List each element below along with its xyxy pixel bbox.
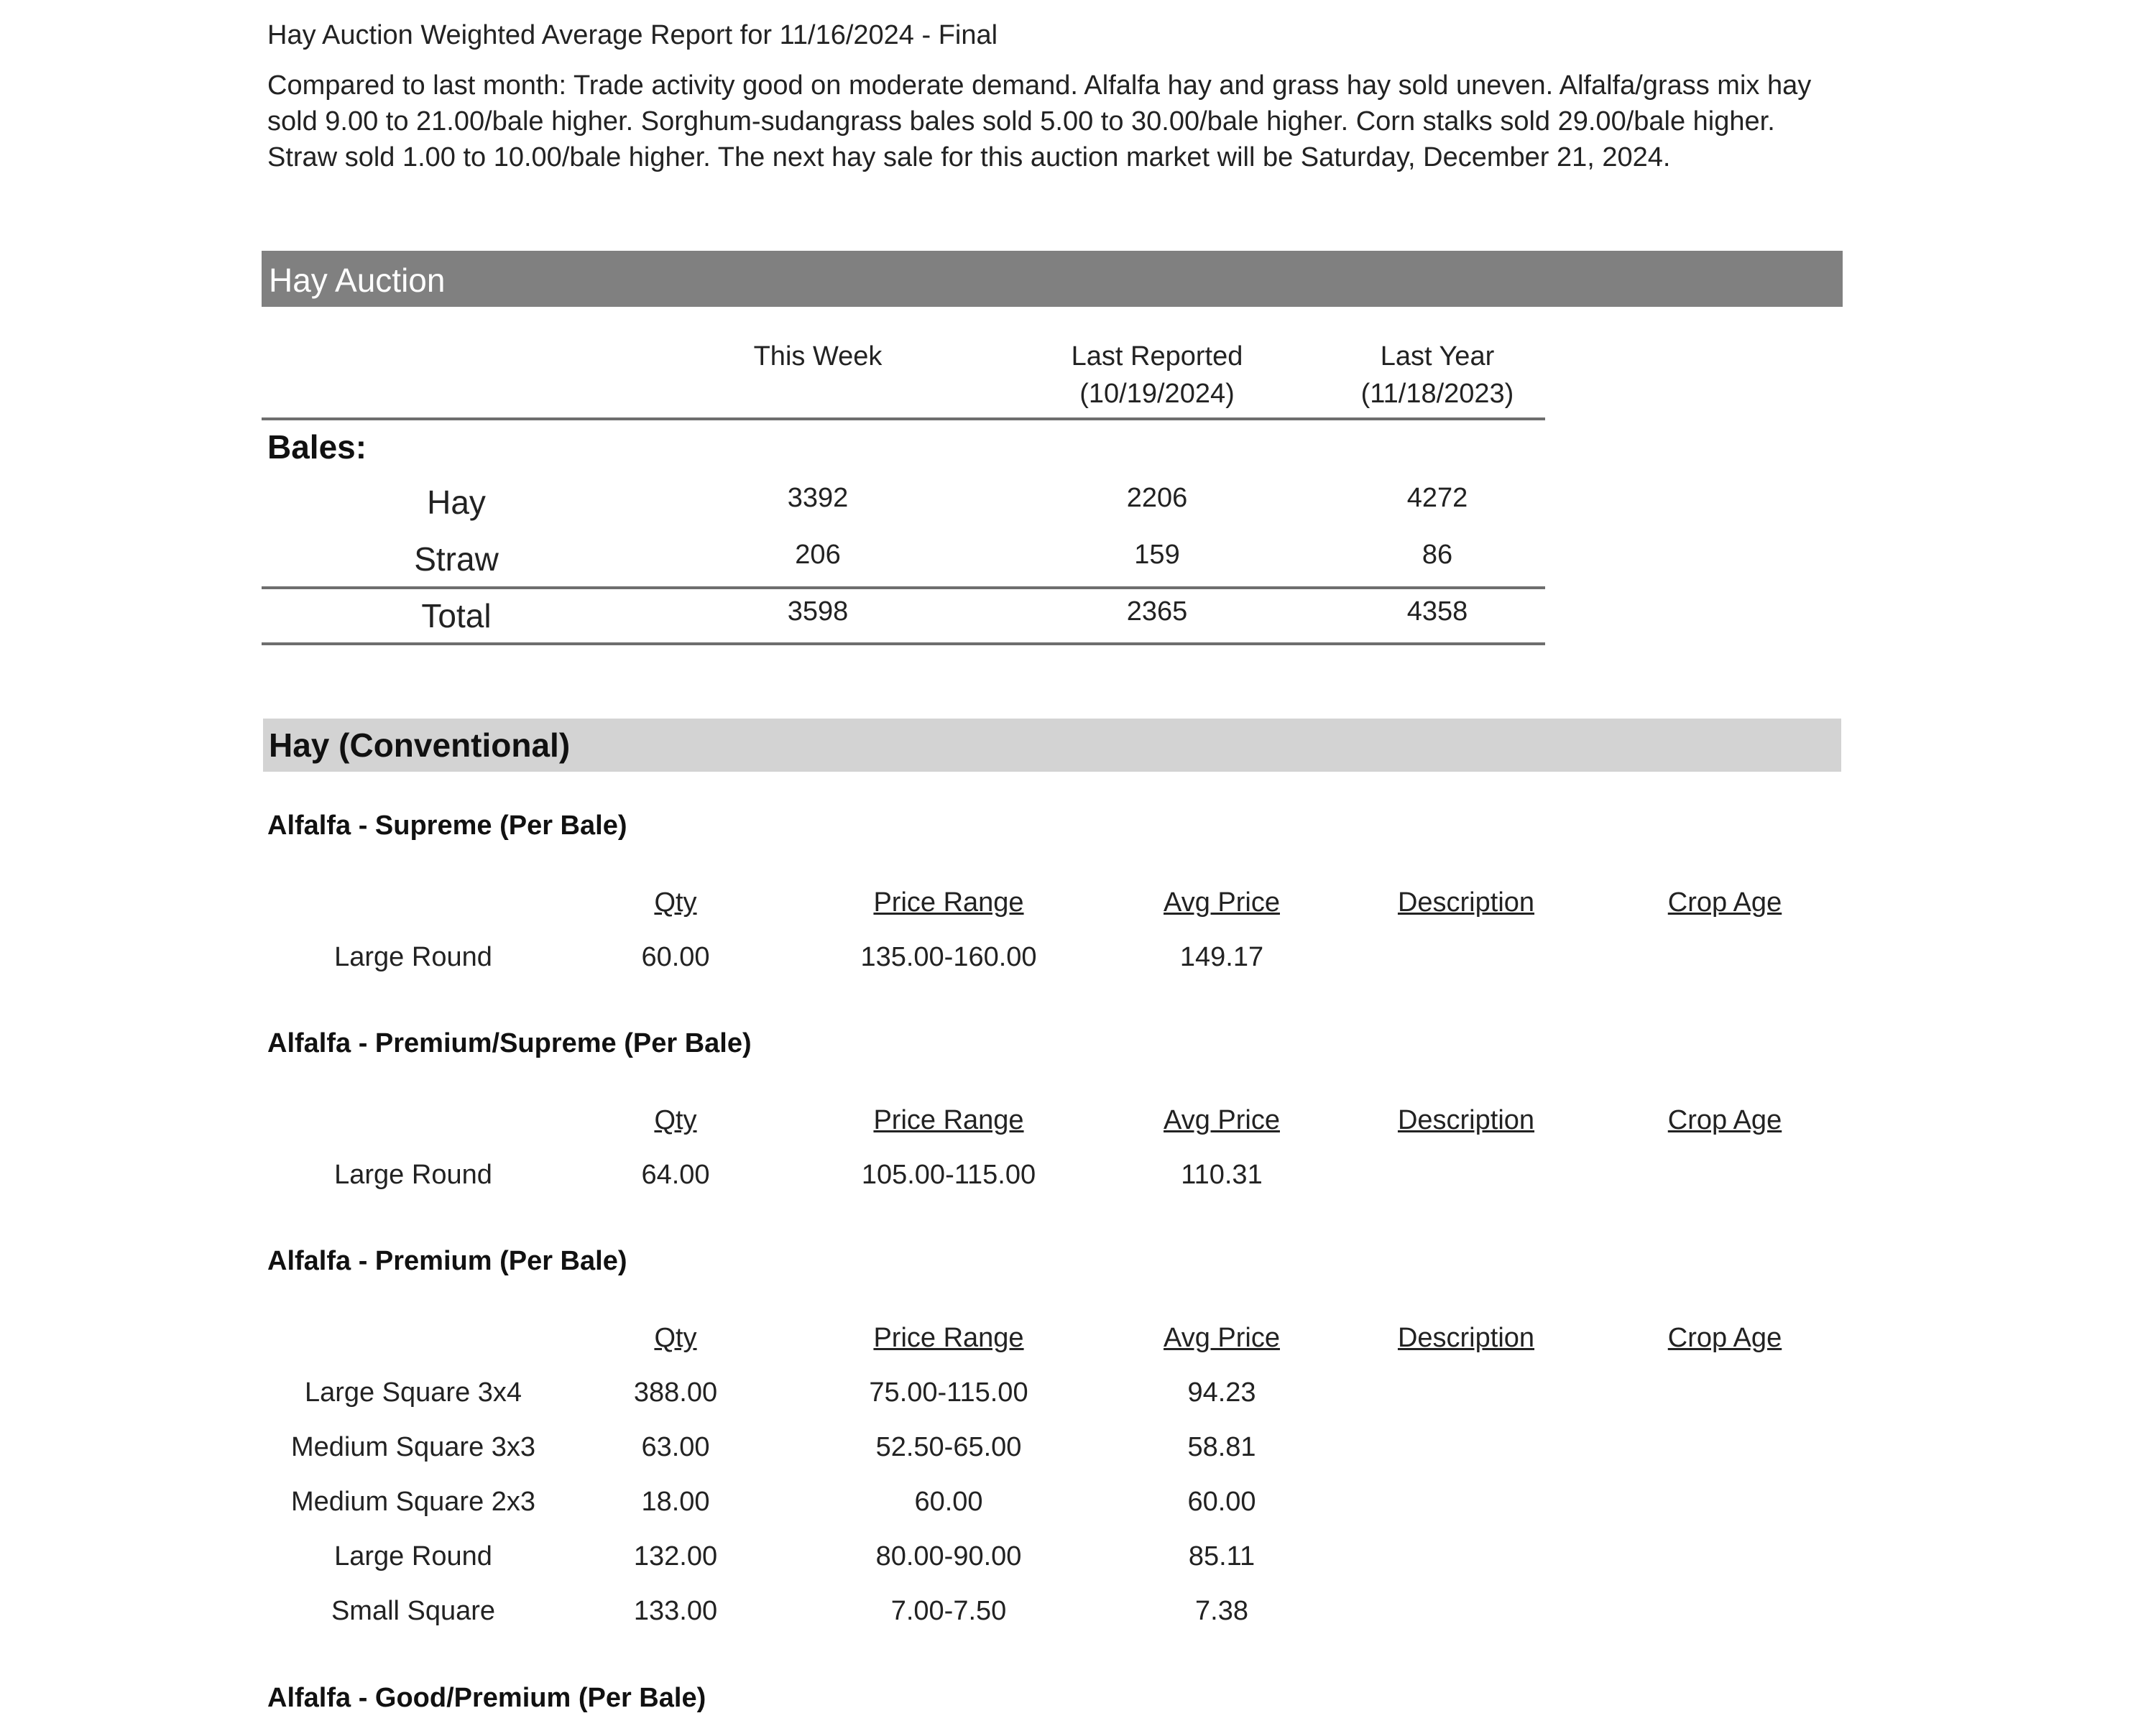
bales-row-label: Hay — [427, 484, 486, 521]
col-crop-age: Crop Age — [1667, 1323, 1782, 1353]
row-qty: 132.00 — [633, 1541, 718, 1571]
bales-hay-last-year: 4272 — [1406, 483, 1468, 513]
conventional-band-title: Hay (Conventional) — [269, 726, 571, 764]
bales-row-label: Straw — [414, 540, 499, 578]
row-avg-price: 60.00 — [1187, 1487, 1256, 1517]
conventional-band — [263, 719, 1841, 772]
col-avg-price: Avg Price — [1164, 1323, 1280, 1353]
row-price-range: 75.00-115.00 — [869, 1377, 1028, 1408]
row-bale-type: Small Square — [331, 1596, 496, 1626]
header-rule — [262, 417, 1545, 420]
row-avg-price: 94.23 — [1187, 1377, 1256, 1408]
col-qty: Qty — [654, 1105, 697, 1135]
row-qty: 64.00 — [641, 1160, 710, 1190]
col-this-week: This Week — [753, 341, 883, 371]
row-price-range: 60.00 — [914, 1487, 983, 1517]
col-price-range: Price Range — [873, 887, 1024, 918]
bales-straw-last-reported: 159 — [1134, 540, 1180, 570]
bales-total-last-year: 4358 — [1406, 596, 1468, 627]
bales-label: Bales: — [267, 428, 367, 466]
col-description: Description — [1397, 1105, 1535, 1135]
col-avg-price: Avg Price — [1164, 1105, 1280, 1135]
bales-hay-last-reported: 2206 — [1126, 483, 1188, 513]
row-avg-price: 7.38 — [1195, 1596, 1248, 1626]
col-price-range: Price Range — [873, 1105, 1024, 1135]
row-avg-price: 85.11 — [1188, 1541, 1256, 1571]
row-bale-type: Medium Square 2x3 — [290, 1487, 536, 1517]
col-last-year-line2: (11/18/2023) — [1360, 379, 1514, 409]
hay-auction-band-title: Hay Auction — [269, 262, 446, 299]
col-last-reported-line1: Last Reported — [1071, 341, 1243, 371]
total-rule — [262, 586, 1545, 589]
bales-hay-this-week: 3392 — [787, 483, 849, 513]
bales-straw-last-year: 86 — [1422, 540, 1453, 570]
row-bale-type: Medium Square 3x3 — [290, 1432, 536, 1462]
col-description: Description — [1397, 887, 1535, 918]
row-avg-price: 58.81 — [1187, 1432, 1256, 1462]
section-title: Alfalfa - Premium/Supreme (Per Bale) — [267, 1028, 752, 1058]
section-title: Alfalfa - Good/Premium (Per Bale) — [267, 1683, 706, 1713]
bales-total-this-week: 3598 — [787, 596, 849, 627]
col-description: Description — [1397, 1323, 1535, 1353]
col-qty: Qty — [654, 887, 697, 918]
col-last-year — [1322, 338, 1552, 412]
row-bale-type: Large Round — [334, 942, 492, 972]
row-price-range: 7.00-7.50 — [890, 1596, 1007, 1626]
bales-row-label: Total — [421, 597, 492, 634]
row-price-range: 105.00-115.00 — [861, 1160, 1036, 1190]
col-last-reported-line2: (10/19/2024) — [1079, 379, 1235, 409]
hay-auction-band — [262, 251, 1843, 307]
row-price-range: 80.00-90.00 — [875, 1541, 1022, 1571]
row-price-range: 135.00-160.00 — [860, 942, 1037, 972]
col-qty: Qty — [654, 1323, 697, 1353]
row-qty: 63.00 — [641, 1432, 710, 1462]
row-avg-price: 149.17 — [1179, 942, 1264, 972]
col-price-range: Price Range — [873, 1323, 1024, 1353]
market-summary: Compared to last month: Trade activity good on moderate demand. Alfalfa hay and grass hay sold uneven. Alfalfa/grass mix hay sold 9.00 to 21.00/bale higher. Sorghum-sudangrass bales sold 5.00 to 30.00/bale higher. Corn stalks sold 29.00/bale higher. Straw sold 1.00 to 10.00/bale higher. The next hay sale for this auction market will be Saturday, December 21, 2024. — [267, 70, 1812, 172]
row-price-range: 52.50-65.00 — [875, 1432, 1022, 1462]
row-bale-type: Large Square 3x4 — [304, 1377, 522, 1408]
row-qty: 18.00 — [641, 1487, 710, 1517]
bales-straw-this-week: 206 — [795, 540, 841, 570]
section-title: Alfalfa - Premium (Per Bale) — [267, 1246, 627, 1276]
row-qty: 133.00 — [633, 1596, 718, 1626]
col-last-reported — [1028, 338, 1286, 412]
col-last-year-line1: Last Year — [1380, 341, 1495, 371]
row-avg-price: 110.31 — [1181, 1160, 1263, 1190]
report-title: Hay Auction Weighted Average Report for 11/16/2024 - Final — [267, 20, 998, 50]
col-crop-age: Crop Age — [1667, 1105, 1782, 1135]
bales-total-last-reported: 2365 — [1126, 596, 1188, 627]
row-qty: 60.00 — [641, 942, 710, 972]
section-title: Alfalfa - Supreme (Per Bale) — [267, 811, 627, 841]
bottom-rule — [262, 642, 1545, 645]
col-crop-age: Crop Age — [1667, 887, 1782, 918]
row-bale-type: Large Round — [334, 1160, 492, 1190]
col-avg-price: Avg Price — [1164, 887, 1280, 918]
row-qty: 388.00 — [633, 1377, 718, 1408]
row-bale-type: Large Round — [334, 1541, 492, 1571]
